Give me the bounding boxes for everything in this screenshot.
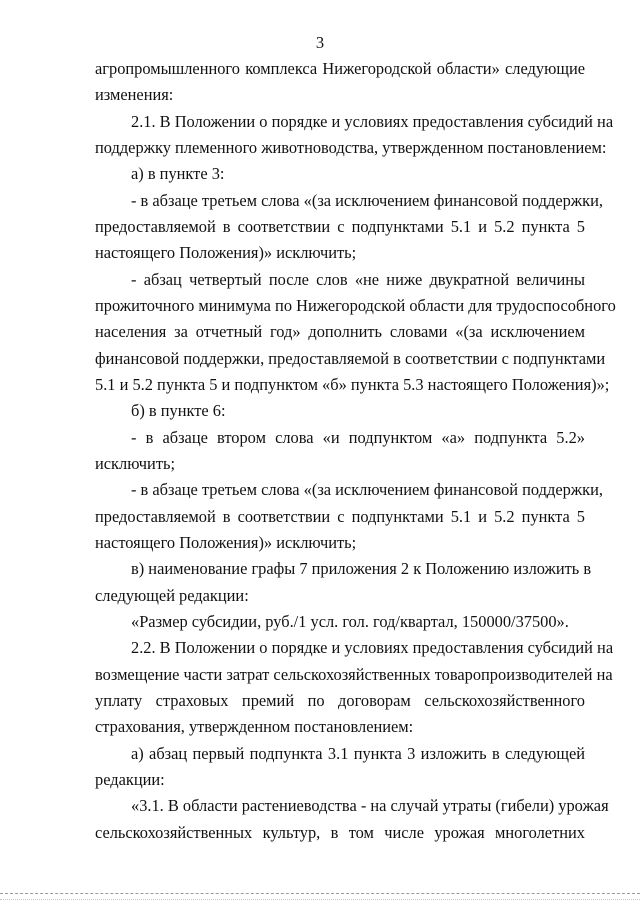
text-line: - в абзаце третьем слова «(за исключением финансовой поддержки, — [131, 191, 603, 210]
text-line: - в абзаце втором слова «и подпунктом «а» подпункта 5.2» — [131, 428, 585, 447]
text-line: уплату страховых премий по договорам сельскохозяйственного — [95, 691, 585, 710]
text-line: а) в пункте 3: — [131, 164, 225, 183]
page-number: 3 — [315, 33, 325, 52]
text-line: предоставляемой в соответствии с подпунктами 5.1 и 5.2 пункта 5 — [95, 507, 585, 526]
text-line: поддержку племенного животноводства, утвержденном постановлением: — [95, 138, 607, 157]
text-line: изменения: — [95, 85, 174, 104]
text-line: сельскохозяйственных культур, в том числе урожая многолетних — [95, 823, 585, 842]
text-line: прожиточного минимума по Нижегородской области для трудоспособного — [95, 296, 616, 315]
text-line: настоящего Положения)» исключить; — [95, 243, 357, 262]
text-line: 2.2. В Положении о порядке и условиях предоставления субсидий на — [131, 638, 614, 657]
text-line: «3.1. В области растениеводства - на случай утраты (гибели) урожая — [131, 796, 609, 815]
text-line: редакции: — [95, 770, 165, 789]
text-line: настоящего Положения)» исключить; — [95, 533, 357, 552]
text-line: возмещение части затрат сельскохозяйственных товаропроизводителей на — [95, 665, 613, 684]
scan-edge-divider — [0, 899, 640, 900]
text-line: а) абзац первый подпункта 3.1 пункта 3 изложить в следующей — [131, 744, 585, 763]
text-line: в) наименование графы 7 приложения 2 к Положению изложить в — [131, 559, 592, 578]
text-line: б) в пункте 6: — [131, 401, 226, 420]
scan-edge-divider — [0, 893, 640, 894]
text-line: следующей редакции: — [95, 586, 249, 605]
text-line: 5.1 и 5.2 пункта 5 и подпунктом «б» пункта 5.3 настоящего Положения)»; — [95, 375, 610, 394]
text-line: - в абзаце третьем слова «(за исключением финансовой поддержки, — [131, 480, 603, 499]
text-line: - абзац четвертый после слов «не ниже двукратной величины — [131, 270, 585, 289]
text-line: предоставляемой в соответствии с подпунктами 5.1 и 5.2 пункта 5 — [95, 217, 585, 236]
text-line: финансовой поддержки, предоставляемой в соответствии с подпунктами — [95, 349, 606, 368]
text-line: «Размер субсидии, руб./1 усл. гол. год/квартал, 150000/37500». — [131, 612, 569, 631]
text-line: населения за отчетный год» дополнить словами «(за исключением — [95, 322, 585, 341]
text-line: страхования, утвержденном постановлением: — [95, 717, 414, 736]
text-line: агропромышленного комплекса Нижегородской области» следующие — [95, 59, 585, 78]
text-line: 2.1. В Положении о порядке и условиях предоставления субсидий на — [131, 112, 614, 131]
text-line: исключить; — [95, 454, 176, 473]
